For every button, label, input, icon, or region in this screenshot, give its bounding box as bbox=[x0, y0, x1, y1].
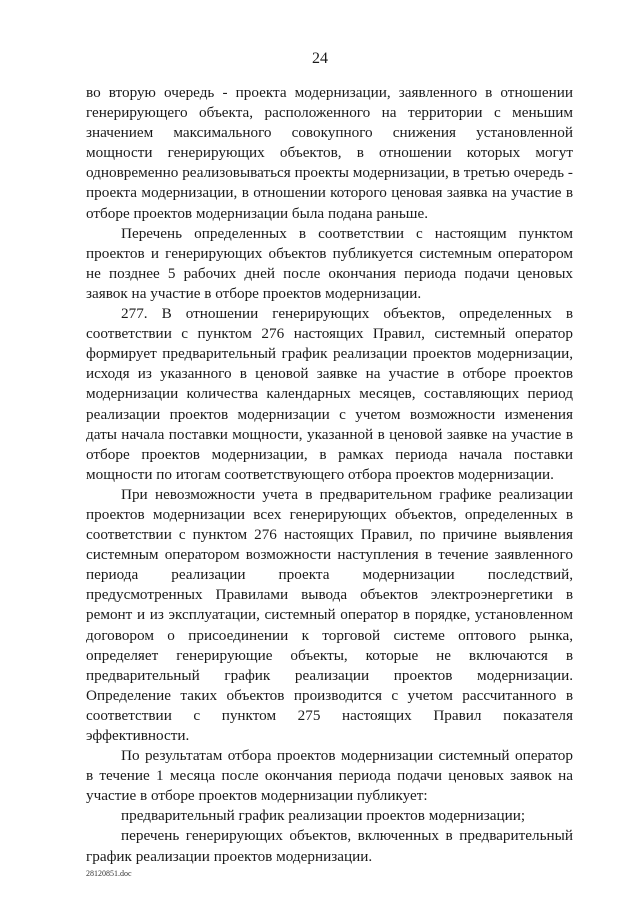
page-number: 24 bbox=[312, 50, 328, 67]
paragraph-continuation: во вторую очередь - проекта модернизации, заявленного в отношении генерирующего объекта, расположенного на территории с меньшим значением максимального совокупного снижения установленной мощности генерирующих объектов, в отношении которых могут одновременно реализовываться проекты модернизации, в третью очередь - проекта модернизации, в отношении которого ценовая заявка на участие в отборе проектов модернизации была подана раньше. bbox=[86, 84, 573, 222]
paragraph: Перечень определенных в соответствии с настоящим пунктом проектов и генерирующих объектов публикуется системным оператором не позднее 5 рабочих дней после окончания периода подачи ценовых заявок на участие в отборе проектов модернизации. bbox=[86, 224, 573, 302]
list-item: перечень генерирующих объектов, включенных в предварительный график реализации проектов модернизации. bbox=[86, 827, 573, 865]
paragraph: При невозможности учета в предварительном графике реализации проектов модернизации всех генерирующих объектов, определенных в соответствии с пунктом 276 настоящих Правил, по причине выявления системным оператором возможности наступления в течение заявленного периода реализации проекта модернизации последствий, предусмотренных Правилами вывода объектов электроэнергетики в ремонт и из эксплуатации, системный оператор в порядке, установленном договором о присоединении к торговой системе оптового рынка, определяет генерирующие объекты, которые не включаются в предварительный график реализации проектов модернизации. Определение таких объектов производится с учетом рассчитанного в соответствии с пунктом 275 настоящих Правил показателя эффективности. bbox=[86, 485, 573, 744]
paragraph-item-277: 277. В отношении генерирующих объектов, определенных в соответствии с пунктом 276 настоящих Правил, системный оператор формирует предварительный график реализации проектов модернизации, исходя из указанного в ценовой заявке на участие в отборе проектов модернизации количества календарных месяцев, составляющих период реализации проектов модернизации с учетом возможности изменения даты начала поставки мощности, указанной в ценовой заявке на участие в отборе проектов модернизации, в рамках периода начала поставки мощности по итогам соответствующего отбора проектов модернизации. bbox=[86, 305, 573, 483]
paragraph: По результатам отбора проектов модернизации системный оператор в течение 1 месяца после окончания периода подачи ценовых заявок на участие в отборе проектов модернизации публикует: bbox=[86, 747, 573, 805]
document-body bbox=[86, 83, 573, 867]
list-item: предварительный график реализации проектов модернизации; bbox=[121, 807, 526, 825]
footer-filename: 28120851.doc bbox=[86, 869, 132, 878]
